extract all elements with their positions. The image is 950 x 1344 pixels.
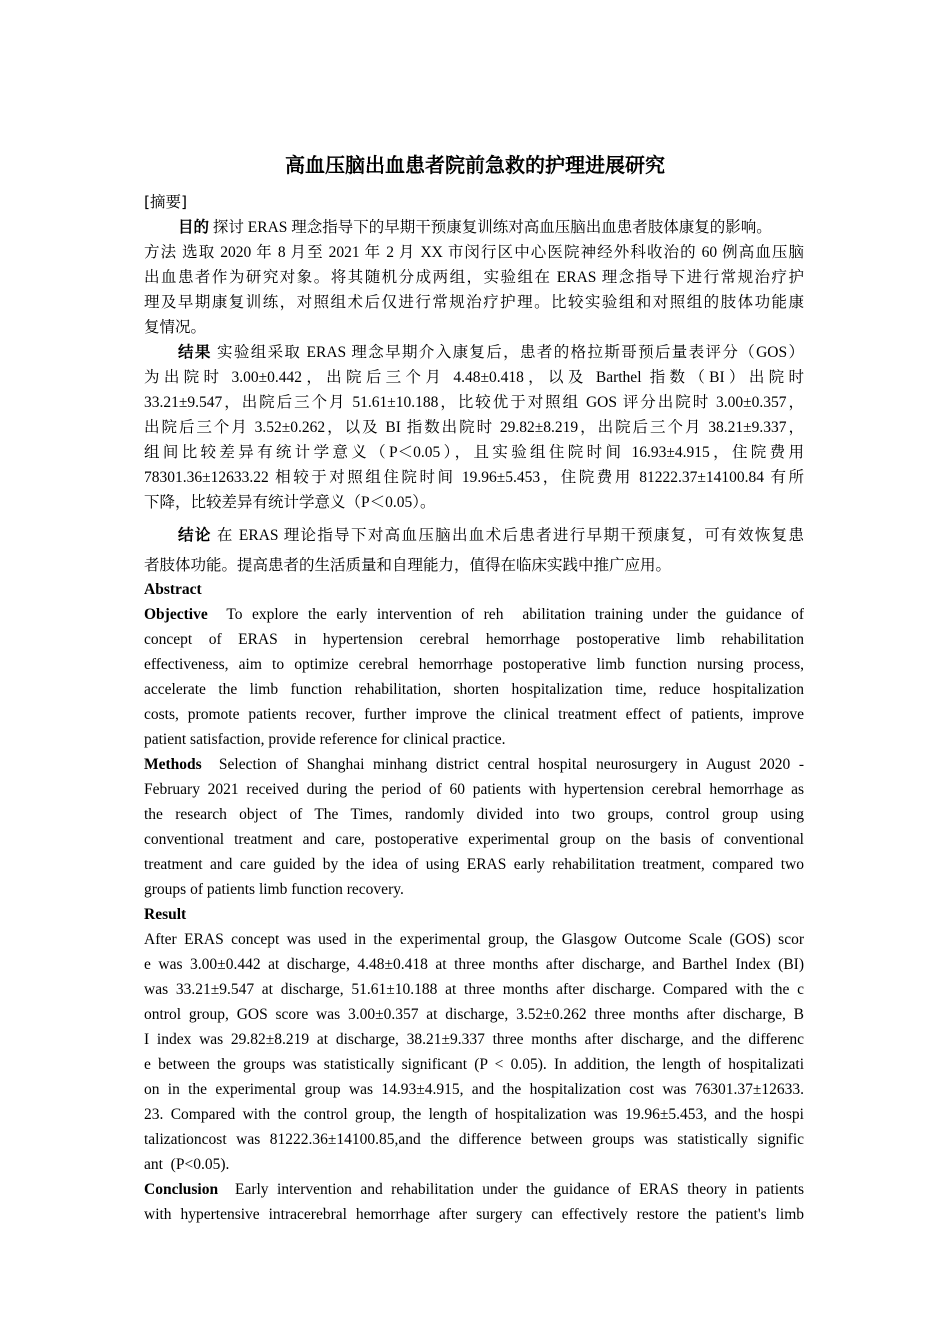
text-line: patient satisfaction, provide reference for clinical practice. xyxy=(144,731,506,748)
text-line: 23. Compared with the control group, the length of hospitalization was 19.96±5.453, and the hospi xyxy=(144,1106,804,1123)
text-line: 者肢体功能。提高患者的生活质量和自理能力，值得在临床实践中推广应用。 xyxy=(144,557,672,574)
text-line: with hypertensive intracerebral hemorrhage after surgery can effectively restore the patient's limb xyxy=(144,1206,804,1223)
text-line: 78301.36±12633.22 相较于对照组住院时间 19.96±5.453，住院费用 81222.37±14100.84 有所 xyxy=(144,469,804,486)
text-line: ontrol group, GOS score was 3.00±0.357 at discharge, 3.52±0.262 three months after discharge, B xyxy=(144,1006,804,1023)
conclusion-paragraph-en xyxy=(144,1177,804,1227)
abstract-heading-en: Abstract xyxy=(144,581,202,598)
chinese-abstract xyxy=(144,190,804,581)
text-line: I index was 29.82±8.219 at discharge, 38.21±9.337 three months after discharge, and the differenc xyxy=(144,1031,804,1048)
text-line: e between the groups was statistically significant (P < 0.05). In addition, the length of hospitalizati xyxy=(144,1056,804,1073)
text-line: accelerate the limb function rehabilitation, shorten hospitalization time, reduce hospitalization xyxy=(144,681,804,698)
text-line: 实验组采取 ERAS 理念早期介入康复后，患者的格拉斯哥预后量表评分（GOS） xyxy=(211,344,804,361)
text-line: talizationcost was 81222.36±14100.85,and the difference between groups was statistically signific xyxy=(144,1131,804,1148)
text-line: 下降，比较差异有统计学意义（P＜0.05）。 xyxy=(144,494,436,511)
text-line: ant (P<0.05). xyxy=(144,1156,230,1173)
abstract-heading: [摘要] xyxy=(144,193,188,211)
result-paragraph xyxy=(144,340,804,515)
text-line: effectiveness, aim to optimize cerebral hemorrhage postoperative limb function nursing process, xyxy=(144,656,804,673)
objective-label-en: Objective xyxy=(144,606,208,623)
text-line: 复情况。 xyxy=(144,319,207,336)
text-line xyxy=(144,1177,804,1202)
text-line: the research object of The Times, randomly divided into two groups, control group using xyxy=(144,806,804,823)
text-line: on in the experimental group was 14.93±4.915, and the hospitalization cost was 76301.37±12633. xyxy=(144,1081,804,1098)
text-line: After ERAS concept was used in the experimental group, the Glasgow Outcome Scale (GOS) scor xyxy=(144,931,804,948)
text-line: e was 3.00±0.442 at discharge, 4.48±0.418 at three months after discharge, and Barthel Index (BI) xyxy=(144,956,804,973)
objective-paragraph xyxy=(144,215,804,240)
text-line: costs, promote patients recover, further improve the clinical treatment effect of patients, improve xyxy=(144,706,804,723)
result-paragraph-en xyxy=(144,927,804,1177)
text-line: Early intervention and rehabilitation under the guidance of ERAS theory in patients xyxy=(218,1181,804,1198)
text-line: 方法 选取 2020 年 8 月至 2021 年 2 月 XX 市闵行区中心医院神经外科收治的 60 例高血压脑 xyxy=(144,244,804,261)
text-line xyxy=(144,340,804,365)
conclusion-paragraph xyxy=(144,519,804,581)
text-line: groups of patients limb function recovery. xyxy=(144,881,404,898)
text-line: 理及早期康复训练，对照组术后仅进行常规治疗护理。比较实验组和对照组的肢体功能康 xyxy=(144,294,804,311)
objective-paragraph-en xyxy=(144,602,804,752)
text-line: 组间比较差异有统计学意义（P＜0.05），且实验组住院时间 16.93±4.915，住院费用 xyxy=(144,444,804,461)
text-line: 在 ERAS 理论指导下对高血压脑出血术后患者进行早期干预康复，可有效恢复患 xyxy=(211,527,804,544)
english-abstract xyxy=(144,577,804,1227)
text-line: Selection of Shanghai minhang district central hospital neurosurgery in August 2020 - xyxy=(201,756,804,773)
text-line: 探讨 ERAS 理念指导下的早期干预康复训练对高血压脑出血患者肢体康复的影响。 xyxy=(209,219,772,236)
text-line: To explore the early intervention of reh abilitation training under the guidance of xyxy=(207,606,804,623)
text-line: concept of ERAS in hypertension cerebral hemorrhage postoperative limb rehabilitation xyxy=(144,631,804,648)
text-line xyxy=(144,752,804,777)
text-line: conventional treatment and care, postoperative experimental group on the basis of conventional xyxy=(144,831,804,848)
text-line: 出院后三个月 3.52±0.262，以及 BI 指数出院时 29.82±8.219，出院后三个月 38.21±9.337， xyxy=(144,419,804,436)
text-line: 为出院时 3.00±0.442，出院后三个月 4.48±0.418，以及 Barthel 指数（BI）出院时 xyxy=(144,369,804,386)
text-line: treatment and care guided by the idea of using ERAS early rehabilitation treatment, compared two xyxy=(144,856,804,873)
text-line: February 2021 received during the period of 60 patients with hypertension cerebral hemorrhage as xyxy=(144,781,804,798)
methods-paragraph-en xyxy=(144,752,804,902)
objective-label: 目的 xyxy=(178,218,210,236)
result-label: 结果 xyxy=(178,343,212,361)
document-title: 高血压脑出血患者院前急救的护理进展研究 xyxy=(285,153,665,177)
text-line xyxy=(144,519,804,551)
result-label-en: Result xyxy=(144,906,187,923)
text-line xyxy=(144,602,804,627)
conclusion-label-en: Conclusion xyxy=(144,1181,219,1198)
text-line: 出血患者作为研究对象。将其随机分成两组，实验组在 ERAS 理念指导下进行常规治疗护 xyxy=(144,269,804,286)
methods-paragraph xyxy=(144,240,804,340)
text-line: 33.21±9.547，出院后三个月 51.61±10.188，比较优于对照组 GOS 评分出院时 3.00±0.357， xyxy=(144,394,804,411)
text-line: was 33.21±9.547 at discharge, 51.61±10.188 at three months after discharge. Compared with the c xyxy=(144,981,804,998)
methods-label-en: Methods xyxy=(144,756,202,773)
conclusion-label: 结论 xyxy=(178,526,212,544)
